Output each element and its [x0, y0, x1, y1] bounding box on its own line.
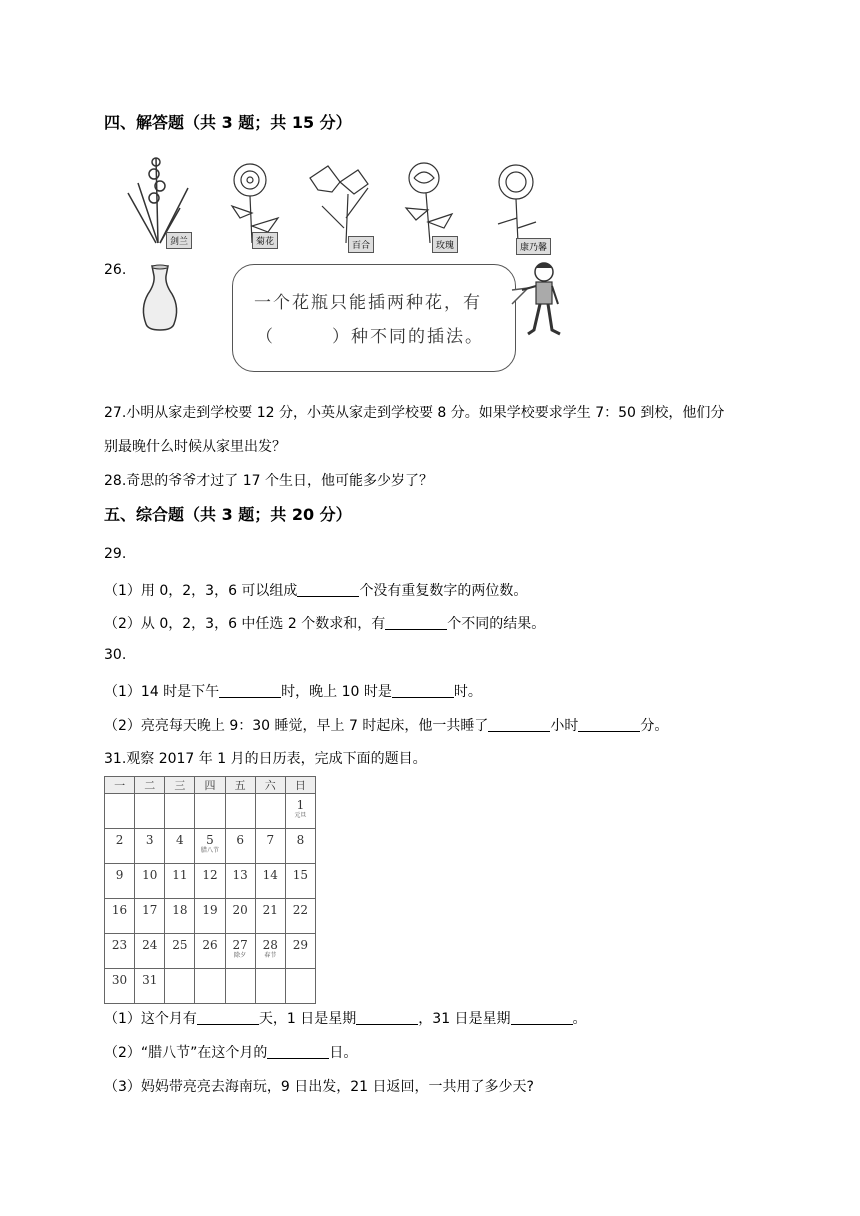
answer-blank[interactable]: [488, 717, 550, 732]
answer-blank[interactable]: [267, 1044, 329, 1059]
calendar-header-row: [105, 777, 316, 794]
q30-part-2: [104, 715, 668, 735]
calendar-day-cell: [135, 794, 165, 829]
q29-part-1-text-b: 个没有重复数字的两位数。: [359, 583, 528, 599]
weekday-header: 六: [255, 777, 285, 794]
calendar-week-row: [105, 969, 316, 1004]
q29-part-2-text-a: （2）从 0，2，3，6 中任选 2 个数求和，有: [104, 616, 386, 632]
calendar-day-cell: 24: [135, 934, 165, 969]
holiday-note: 元旦: [294, 812, 307, 819]
q31-part-3: （3）妈妈带亮亮去海南玩，9 日出发，21 日返回，一共用了多少天?: [104, 1079, 534, 1095]
calendar-day-cell: 30: [105, 969, 135, 1004]
calendar-day-cell: 4: [165, 829, 195, 864]
calendar-day-cell: [225, 969, 255, 1004]
calendar-day-cell: 16: [105, 899, 135, 934]
q30-number: 30.: [104, 647, 127, 663]
q31-part-2-text-b: 日。: [329, 1045, 358, 1061]
answer-blank[interactable]: [356, 1010, 418, 1025]
calendar-week-row: [105, 829, 316, 864]
answer-blank[interactable]: [392, 683, 454, 698]
calendar-day-cell: 15: [285, 864, 315, 899]
lily-icon: [310, 166, 368, 243]
flower-label-lily: 百合: [348, 236, 374, 253]
q29-part-2: [104, 613, 545, 633]
calendar-day-cell: [195, 794, 225, 829]
q30-part-2-text-a: （2）亮亮每天晚上 9：30 睡觉，早上 7 时起床，他一共睡了: [104, 718, 489, 734]
boy-icon: [518, 260, 564, 342]
calendar-day-cell: [255, 934, 285, 969]
calendar-day-cell: [225, 934, 255, 969]
holiday-note: 腊八节: [200, 847, 219, 854]
calendar-day-cell: 9: [105, 864, 135, 899]
calendar-day-cell: 20: [225, 899, 255, 934]
calendar-day-cell: [255, 794, 285, 829]
calendar-day-cell: 13: [225, 864, 255, 899]
calendar-day-cell: [195, 969, 225, 1004]
answer-blank[interactable]: [511, 1010, 573, 1025]
q31-part-2-text-a: （2）“腊八节”在这个月的: [104, 1045, 268, 1061]
calendar-day-cell: 31: [135, 969, 165, 1004]
holiday-note: 春节: [264, 952, 277, 959]
section-5-heading: 五、综合题（共 3 题；共 20 分）: [104, 505, 352, 524]
vase-icon: [138, 264, 182, 334]
calendar-day-cell: 22: [285, 899, 315, 934]
calendar-day-cell: 6: [225, 829, 255, 864]
calendar-week-row: [105, 934, 316, 969]
calendar-day-cell: 19: [195, 899, 225, 934]
day-number: 1: [296, 798, 305, 812]
answer-blank[interactable]: [578, 717, 640, 732]
bubble-line-1: 一个花瓶只能插两种花，有: [254, 293, 482, 313]
calendar-day-cell: 26: [195, 934, 225, 969]
calendar-day-cell: [165, 969, 195, 1004]
calendar-day-cell: 7: [255, 829, 285, 864]
calendar-day-cell: [285, 969, 315, 1004]
rose-icon: [406, 163, 452, 243]
q30-part-2-text-c: 分。: [640, 718, 669, 734]
q30-part-1-text-c: 时。: [453, 684, 482, 700]
gladiolus-icon: [128, 158, 188, 243]
q26-number: 26.: [104, 262, 127, 278]
weekday-header: 二: [135, 777, 165, 794]
calendar-day-cell: 8: [285, 829, 315, 864]
q28-text: 28.奇思的爷爷才过了 17 个生日，他可能多少岁了？: [104, 473, 433, 489]
answer-blank[interactable]: [219, 683, 281, 698]
q30-part-1-text-a: （1）14 时是下午: [104, 684, 220, 700]
calendar-day-cell: 21: [255, 899, 285, 934]
q29-part-1-text-a: （1）用 0，2，3，6 可以组成: [104, 583, 298, 599]
calendar-day-cell: 25: [165, 934, 195, 969]
q30-part-1: [104, 681, 482, 701]
calendar-day-cell: 14: [255, 864, 285, 899]
calendar-day-cell: [165, 794, 195, 829]
answer-blank[interactable]: [197, 1010, 259, 1025]
q31-part-1-text-d: 。: [572, 1011, 587, 1027]
calendar-table: [104, 776, 316, 1004]
weekday-header: 日: [285, 777, 315, 794]
calendar-day-cell: 3: [135, 829, 165, 864]
weekday-header: 四: [195, 777, 225, 794]
q27-line-1: 27.小明从家走到学校要 12 分，小英从家走到学校要 8 分。如果学校要求学生 7：50 到校，他们分: [104, 405, 725, 421]
speech-bubble: [232, 264, 516, 372]
calendar-week-row: [105, 864, 316, 899]
q31-part-1-text-c: ，31 日是星期: [418, 1011, 511, 1027]
q30-part-1-text-b: 时，晚上 10 时是: [281, 684, 392, 700]
q29-part-2-text-b: 个不同的结果。: [447, 616, 546, 632]
q31-intro: 31.观察 2017 年 1 月的日历表，完成下面的题目。: [104, 751, 427, 767]
flower-label-carnation: 康乃馨: [516, 238, 551, 255]
calendar-day-cell: 18: [165, 899, 195, 934]
q31-part-1: [104, 1008, 587, 1028]
q30-part-2-text-b: 小时: [550, 718, 579, 734]
q27-line-2: 别最晚什么时候从家里出发？: [104, 439, 286, 455]
flower-label-chrysanthemum: 菊花: [252, 232, 278, 249]
q31-part-2: [104, 1042, 357, 1062]
calendar-day-cell: [285, 794, 315, 829]
holiday-note: 除夕: [234, 952, 247, 959]
answer-blank[interactable]: [385, 615, 447, 630]
q31-part-1-text-b: 天，1 日是星期: [258, 1011, 357, 1027]
calendar-day-cell: 2: [105, 829, 135, 864]
calendar-day-cell: 23: [105, 934, 135, 969]
q29-part-1: [104, 580, 527, 600]
calendar-day-cell: 10: [135, 864, 165, 899]
calendar-day-cell: [195, 829, 225, 864]
day-number: 27: [232, 938, 248, 952]
calendar-day-cell: 12: [195, 864, 225, 899]
q29-number: 29.: [104, 546, 127, 562]
calendar-day-cell: [255, 969, 285, 1004]
calendar-week-row: [105, 794, 316, 829]
weekday-header: 五: [225, 777, 255, 794]
calendar-day-cell: 17: [135, 899, 165, 934]
q31-part-1-text-a: （1）这个月有: [104, 1011, 197, 1027]
answer-blank[interactable]: [297, 582, 359, 597]
day-number: 28: [262, 938, 278, 952]
calendar-day-cell: [105, 794, 135, 829]
calendar-day-cell: 11: [165, 864, 195, 899]
flower-label-rose: 玫瑰: [432, 236, 458, 253]
calendar-day-cell: [225, 794, 255, 829]
calendar-day-cell: 29: [285, 934, 315, 969]
weekday-header: 三: [165, 777, 195, 794]
weekday-header: 一: [105, 777, 135, 794]
calendar-week-row: [105, 899, 316, 934]
flower-label-gladiolus: 剑兰: [166, 232, 192, 249]
section-4-heading: 四、解答题（共 3 题；共 15 分）: [104, 113, 352, 132]
carnation-icon: [498, 165, 536, 243]
bubble-line-2: （ ）种不同的插法。: [256, 327, 484, 347]
day-number: 5: [206, 833, 214, 847]
